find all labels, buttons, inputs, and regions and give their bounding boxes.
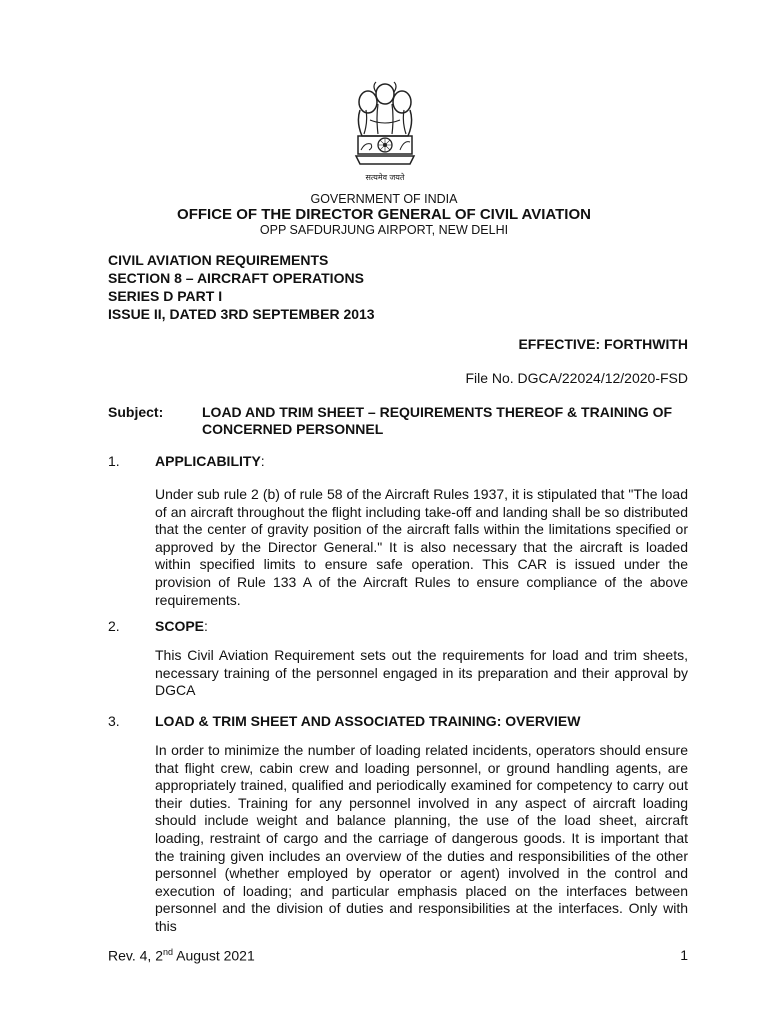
government-label: GOVERNMENT OF INDIA bbox=[310, 192, 458, 206]
effective-label: EFFECTIVE: FORTHWITH bbox=[518, 336, 688, 352]
car-line-2: SECTION 8 – AIRCRAFT OPERATIONS bbox=[108, 270, 364, 286]
file-number: File No. DGCA/22024/12/2020-FSD bbox=[465, 370, 688, 386]
revision-prefix: Rev. 4, 2 bbox=[108, 947, 163, 964]
section-heading-text: LOAD & TRIM SHEET AND ASSOCIATED TRAINING: OVERVIEW bbox=[155, 713, 581, 729]
subject-label: Subject: bbox=[108, 404, 164, 420]
office-address: OPP SAFDURJUNG AIRPORT, NEW DELHI bbox=[259, 223, 509, 237]
motto-text: सत्यमेव जयते bbox=[365, 173, 405, 182]
section-body: Under sub rule 2 (b) of rule 58 of the Aircraft Rules 1937, it is stipulated that "The load of an aircraft throughout the flight including take-off and landing shall be so distributed that the center of gravity position of the aircraft falls within the limitations specified or approved by the Director General." It is also necessary that the aircraft is loaded within specified limits to ensure safe operation. This CAR is issued under the provision of Rule 133 A of the Aircraft Rules to ensure compliance of the above requirements. bbox=[155, 486, 688, 608]
revision-info bbox=[108, 947, 255, 964]
revision-ordinal: nd bbox=[163, 947, 174, 957]
section-number: 2. bbox=[108, 618, 120, 634]
subject-text: LOAD AND TRIM SHEET – REQUIREMENTS THEREOF & TRAINING OF CONCERNED PERSONNEL bbox=[202, 404, 673, 437]
section-number: 1. bbox=[108, 453, 120, 469]
car-line-1: CIVIL AVIATION REQUIREMENTS bbox=[108, 252, 329, 268]
section-number: 3. bbox=[108, 713, 120, 729]
section-body: In order to minimize the number of loading related incidents, operators should ensure that flight crew, cabin crew and loading personnel, or ground handling agents, are appropriately trained, qualified and periodically examined for competency to carry out their duties. Training for any personnel involved in any aspect of aircraft loading should include weight and balance planning, the use of the load sheet, aircraft loading, restraint of cargo and the carriage of dangerous goods. It is important that the training given includes an overview of the duties and responsibilities of the other personnel (whether employed by operator or agent) involved in the control and execution of loading; and particular emphasis placed on the interfaces between personnel and the division of duties and responsibilities at the interfaces. Only with this bbox=[155, 742, 688, 934]
page-number: 1 bbox=[680, 947, 688, 963]
revision-suffix: August 2021 bbox=[173, 947, 255, 964]
office-title: OFFICE OF THE DIRECTOR GENERAL OF CIVIL AVIATION bbox=[177, 206, 591, 223]
national-emblem-icon bbox=[348, 80, 422, 192]
car-title-block bbox=[108, 251, 375, 323]
section-heading-text: SCOPE bbox=[155, 618, 205, 634]
section-heading: APPLICABILITY: bbox=[155, 453, 265, 469]
section-body: This Civil Aviation Requirement sets out the requirements for load and trim sheets, necessary training of the personnel engaged in its preparation and their approval by DGCA bbox=[155, 647, 688, 699]
car-line-4: ISSUE II, DATED 3RD SEPTEMBER 2013 bbox=[108, 306, 375, 322]
section-heading: SCOPE: bbox=[155, 618, 208, 634]
section-heading bbox=[155, 713, 580, 729]
section-heading-text: APPLICABILITY bbox=[155, 453, 261, 469]
car-line-3: SERIES D PART I bbox=[108, 288, 223, 304]
